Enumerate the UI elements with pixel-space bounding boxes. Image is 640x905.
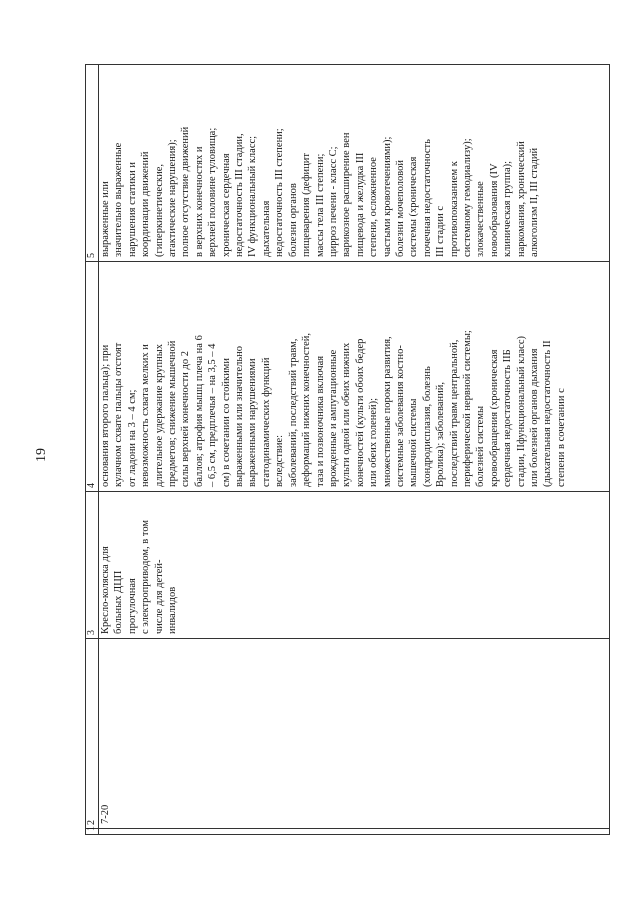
contraindication-line: пищеварения (дефицит <box>301 153 313 257</box>
contraindication-line: IV функциональный класс; <box>247 135 259 257</box>
contraindication-line: массы тела III степени; <box>314 153 326 257</box>
indication-line: заболеваний, последствий травм, <box>287 338 299 487</box>
contraindication-line: координации движений <box>140 151 152 257</box>
indication-line: силы верхней конечности до 2 <box>180 351 192 487</box>
indication-line: культи одной или обеих нижних <box>341 342 353 487</box>
indication-line: деформаций нижних конечностей, <box>301 333 313 487</box>
indication-line: см) в сочетании со стойкими <box>220 358 232 487</box>
product-name-line: Кресло-коляска для <box>100 546 111 634</box>
contraindication-line: болезни мочеполовой <box>394 159 406 257</box>
indication-line: основания второго пальца); при <box>100 344 111 487</box>
indication-line: сердечная недостаточность IIБ <box>502 349 514 487</box>
indication-line: врожденные и ампутационные <box>327 349 339 487</box>
column-header-2: 2 <box>86 639 99 829</box>
contraindication-line: частыми кровотечениями); <box>381 136 393 257</box>
indication-line: конечностей (культи обоих бедер <box>354 338 366 487</box>
indication-line: или обеих голеней); <box>368 397 380 487</box>
indication-line: (хондродисплазия, болезнь <box>421 366 433 487</box>
column-header-4: 4 <box>86 262 99 492</box>
contraindication-line: выраженные или <box>100 181 111 257</box>
indication-line: стадии, IIфункциональный класс) <box>515 336 527 487</box>
cell-col1 <box>99 829 610 835</box>
contraindication-line: системы (хроническая <box>408 156 420 257</box>
page-number: 19 <box>34 448 49 462</box>
cell-code: 7-20 <box>99 639 610 829</box>
indication-line: Вролика); заболеваний, <box>435 382 447 487</box>
indication-line: статодинамических функций <box>260 357 272 487</box>
contraindication-line: противопоказанием к <box>448 161 460 257</box>
column-header-3: 3 <box>86 492 99 639</box>
product-name-line: инвалидов <box>167 586 179 634</box>
contraindication-line: почечная недостаточность <box>421 139 433 257</box>
indication-line: последствий травм центральной, <box>448 339 460 487</box>
contraindication-line: цирроз печени - класс С; <box>327 146 339 257</box>
indication-line: мышечной системы <box>408 398 420 487</box>
product-name-line: с электроприводом, в том <box>140 519 152 634</box>
indication-line: – 6,5 см, предплечья – на 3,5 – 4 <box>207 343 219 487</box>
contraindication-line: клиническая группа); <box>502 160 514 257</box>
indication-line: кровообращения (хроническая <box>488 349 500 487</box>
indication-line: выраженными нарушениями <box>247 358 259 487</box>
contraindication-line: системному гемодиализу); <box>461 138 473 257</box>
contraindication-line: хроническая сердечная <box>220 153 232 257</box>
contraindication-line: алкоголизм II, III стадий <box>529 147 540 257</box>
cell-product-name <box>99 492 610 639</box>
indication-line: предметов; снижение мышечной <box>167 340 179 487</box>
cell-indications <box>99 262 610 492</box>
indication-line: болезней системы <box>475 405 487 487</box>
product-name-line: больных ДЦП <box>113 570 125 634</box>
contraindication-line: злокачественные <box>475 181 487 257</box>
contraindication-line: наркомания, хронический <box>515 141 527 257</box>
header-row <box>86 65 99 835</box>
product-name-line: числе для детей- <box>153 559 165 634</box>
cell-contraindications <box>99 65 610 262</box>
indication-line: от ладони на 3 – 4 см; <box>126 389 138 487</box>
contraindication-line: (гиперкинетические, <box>153 163 165 257</box>
contraindication-line: верхней половине туловища; <box>207 127 219 257</box>
indication-line: или болезней органов дыхания <box>529 348 540 487</box>
contraindication-line: значительно выраженные <box>113 142 125 257</box>
indication-line: системные заболевания костно- <box>394 345 406 487</box>
column-header-1: 1 <box>86 829 99 835</box>
contraindication-line: недостаточность III стадии, <box>234 133 246 257</box>
contraindication-line: дыхательная <box>260 200 272 257</box>
indication-line: таза и позвоночника включая <box>314 355 326 487</box>
contraindication-line: III стадии с <box>435 205 447 257</box>
indication-line: невозможность схвата мелких и <box>140 344 152 487</box>
indication-line: выраженными или значительно <box>234 345 246 487</box>
product-name-line: прогулочная <box>126 578 138 634</box>
contraindication-line: нарушения статики и <box>126 161 138 257</box>
contraindication-line: пищевода и желудка III <box>354 152 366 257</box>
contraindication-line: атактические нарушения); <box>167 139 179 257</box>
contraindication-line: новообразования (IV <box>488 163 500 257</box>
contraindication-line: в верхних конечностях и <box>193 146 205 257</box>
indication-line: баллов; атрофия мышц плеча на 6 <box>193 335 205 487</box>
indication-line: кулачном схвате пальцы отстоят <box>113 342 125 487</box>
indication-line: длительное удержание крупных <box>153 343 165 487</box>
contraindication-line: степени, осложненное <box>368 157 380 257</box>
contraindication-line: недостаточность III степени; <box>274 128 286 257</box>
contraindication-line: варикозное расширение вен <box>341 132 353 257</box>
contraindication-line: болезни органов <box>287 183 299 257</box>
table-row <box>99 65 610 835</box>
rotated-page <box>85 65 610 835</box>
indication-line: (дыхательная недостаточность II <box>542 340 554 487</box>
contraindication-line: полное отсутствие движений <box>180 126 192 257</box>
requirements-table <box>85 64 610 835</box>
indication-line: степени в сочетании с <box>555 388 567 487</box>
indication-line: периферической нервной системы; <box>461 330 473 487</box>
indication-line: множественные пороки развития, <box>381 336 393 487</box>
indication-line: вследствие: <box>274 434 286 487</box>
column-header-5: 5 <box>86 65 99 262</box>
